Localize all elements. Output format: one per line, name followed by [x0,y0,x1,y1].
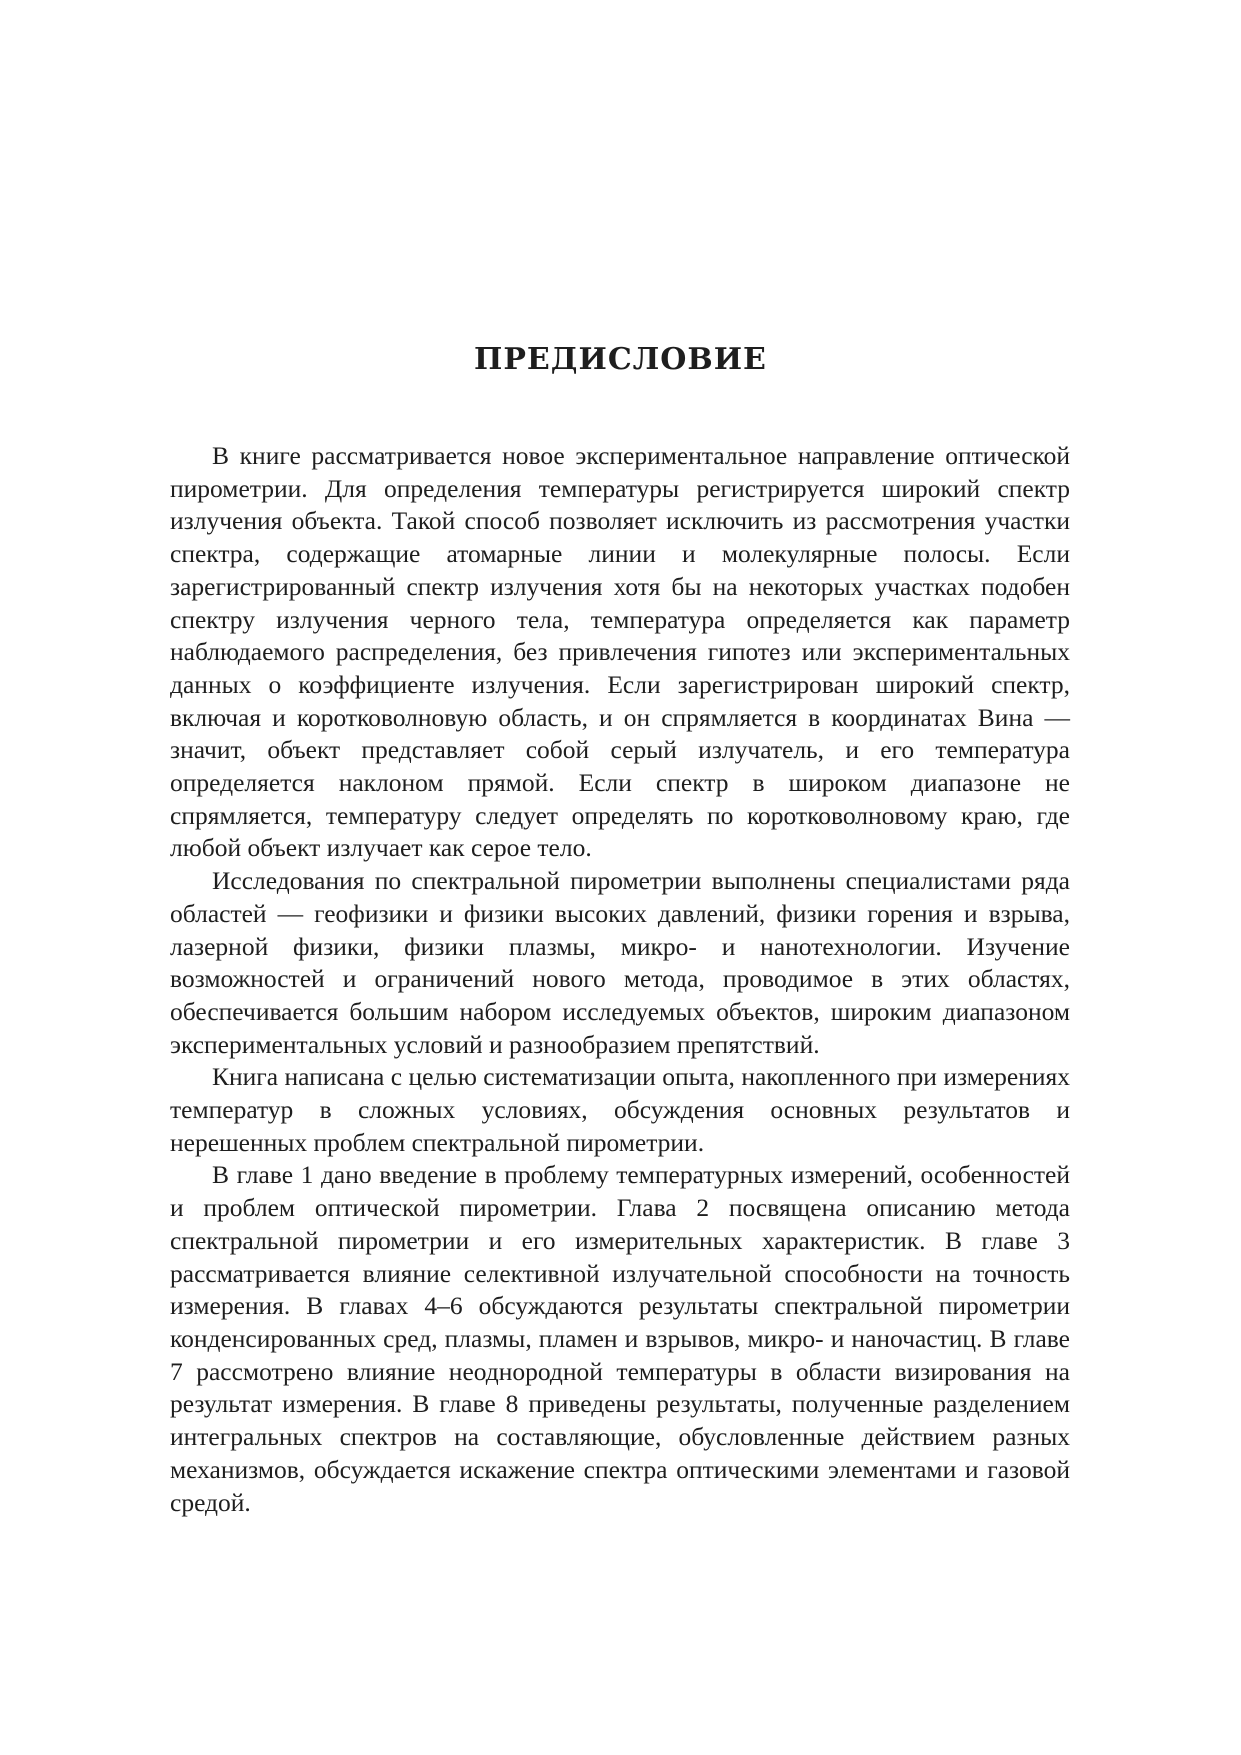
page-title: ПРЕДИСЛОВИЕ [474,342,767,377]
body-text [170,440,1070,1519]
paragraph-2: Исследования по спектральной пирометрии выполнены специалистами ряда областей — геофизики и физики высоких давлений, физики горения и взрыва, лазерной физики, физики плазмы, микро- и нанотехнологии. Изучение возможностей и ограничений нового метода, проводимое в этих областях, обеспечивается большим набором исследуемых объектов, широким диапазоном экспериментальных условий и разнообразием препятствий. [170,866,1070,1059]
paragraph-1: В книге рассматривается новое экспериментальное направление оптической пирометрии. Для определения температуры регистрируется широкий спектр излучения объекта. Такой способ позволяет исключить из рассмотрения участки спектра, содержащие атомарные линии и молекулярные полосы. Если зарегистрированный спектр излучения хотя бы на некоторых участках подобен спектру излучения черного тела, температура определяется как параметр наблюдаемого распределения, без привлечения гипотез или экспериментальных данных о коэффициенте излучения. Если зарегистрирован широкий спектр, включая и коротковолновую область, и он спрямляется в координатах Вина — значит, объект представляет собой серый излучатель, и его температура определяется наклоном прямой. Если спектр в широком диапазоне не спрямляется, температуру следует определять по коротковолновому краю, где любой объект излучает как серое тело. [170,441,1070,863]
paragraph-4: В главе 1 дано введение в проблему температурных измерений, особенностей и проблем оптической пирометрии. Глава 2 посвящена описанию метода спектральной пирометрии и его измерительных характеристик. В главе 3 рассматривается влияние селективной излучательной способности на точность измерения. В главах 4–6 обсуждаются результаты спектральной пирометрии конденсированных сред, плазмы, пламен и взрывов, микро- и наночастиц. В главе 7 рассмотрено влияние неоднородной температуры в области визирования на результат измерения. В главе 8 приведены результаты, полученные разделением интегральных спектров на составляющие, обусловленные действием разных механизмов, обсуждается искажение спектра оптическими элементами и газовой средой. [170,1160,1070,1517]
paragraph-3: Книга написана с целью систематизации опыта, накопленного при измерениях температур в сложных условиях, обсуждения основных результатов и нерешенных проблем спектральной пирометрии. [170,1062,1070,1157]
